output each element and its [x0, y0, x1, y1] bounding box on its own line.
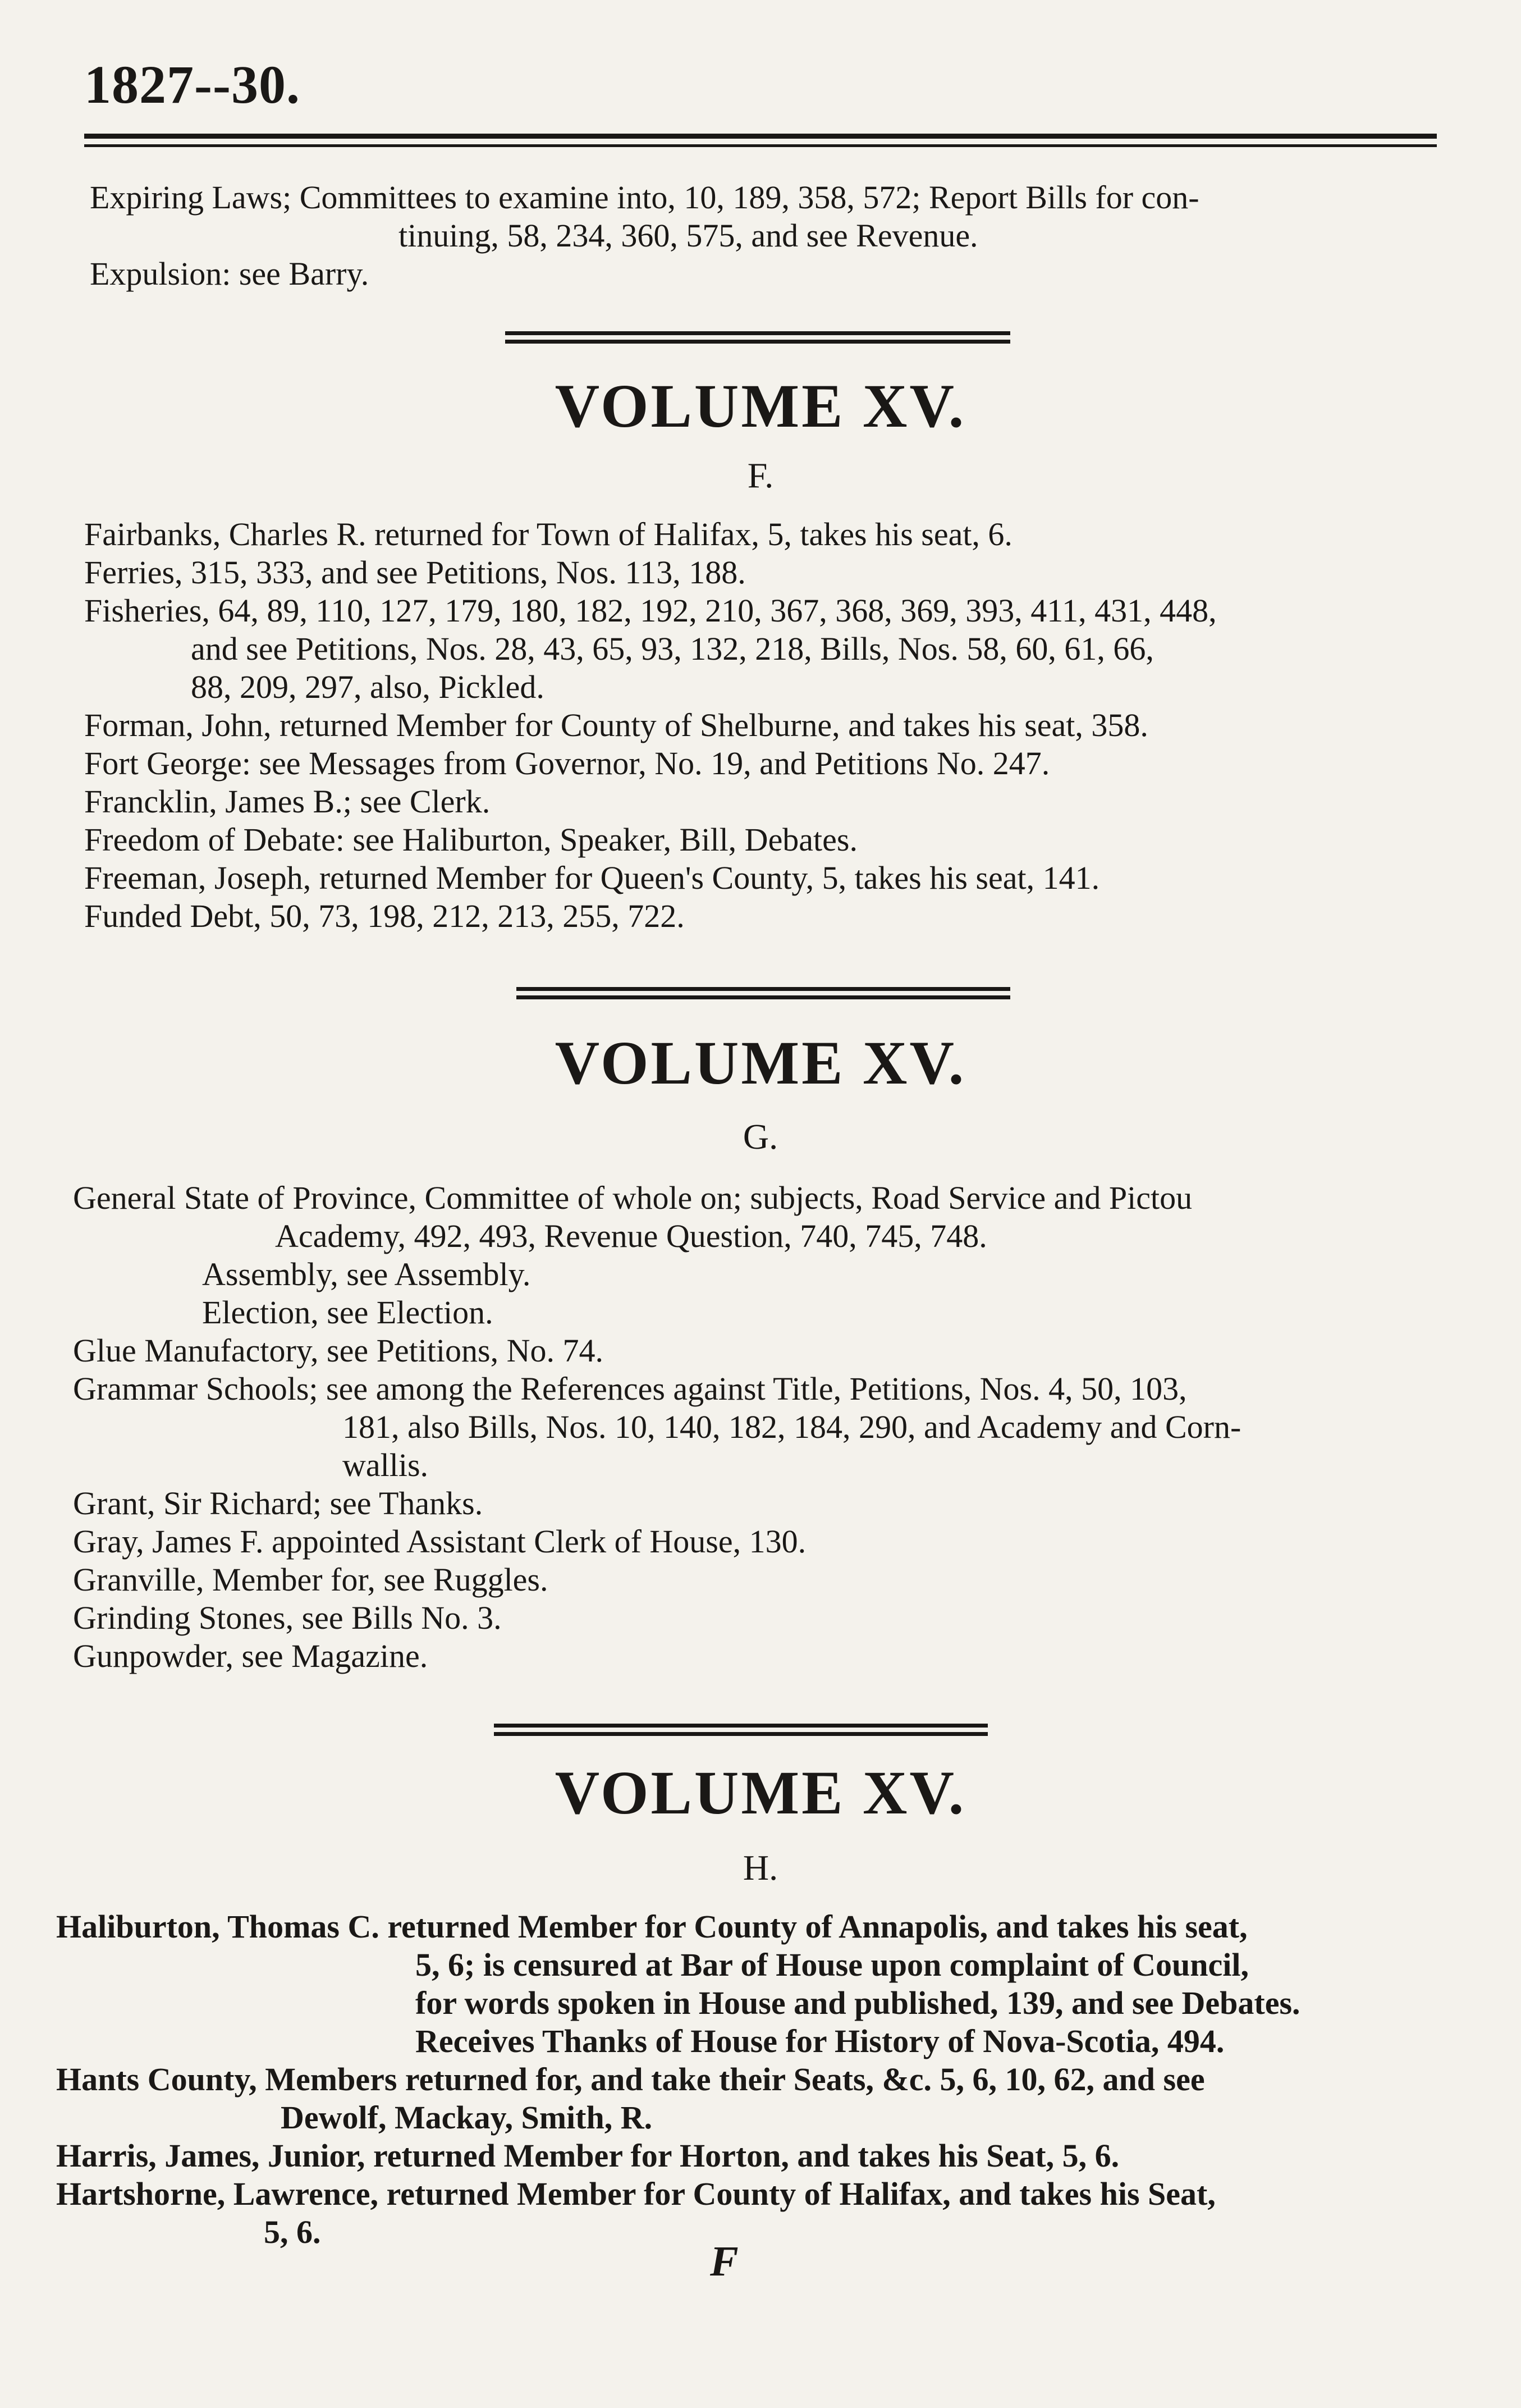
- entry-line: Freedom of Debate: see Haliburton, Speaker, Bill, Debates.: [84, 821, 858, 858]
- entry-line: wallis.: [342, 1447, 429, 1483]
- entry-line: Grant, Sir Richard; see Thanks.: [73, 1485, 483, 1521]
- entry-line: Expulsion: see Barry.: [90, 255, 369, 292]
- entry-line: Election, see Election.: [202, 1294, 493, 1331]
- entry-line: Ferries, 315, 333, and see Petitions, Nos. 113, 188.: [84, 554, 746, 591]
- entry-line: Dewolf, Mackay, Smith, R.: [281, 2099, 653, 2136]
- entry-line: Gunpowder, see Magazine.: [73, 1638, 428, 1674]
- entry-line: Fairbanks, Charles R. returned for Town of Halifax, 5, takes his seat, 6.: [84, 516, 1013, 552]
- running-head: 1827--30.: [84, 54, 300, 115]
- entry-line: and see Petitions, Nos. 28, 43, 65, 93, 132, 218, Bills, Nos. 58, 60, 61, 66,: [191, 630, 1154, 667]
- entry-line: Assembly, see Assembly.: [202, 1256, 531, 1292]
- header-rule: [84, 134, 1437, 147]
- entry-line: Fisheries, 64, 89, 110, 127, 179, 180, 182, 192, 210, 367, 368, 369, 393, 411, 431, 448,: [84, 592, 1217, 629]
- entry-line: Glue Manufactory, see Petitions, No. 74.: [73, 1332, 603, 1369]
- entry-line: Funded Debt, 50, 73, 198, 212, 213, 255, 722.: [84, 898, 685, 934]
- section-divider-rule: [505, 331, 1010, 344]
- entry-line: Grammar Schools; see among the References against Title, Petitions, Nos. 4, 50, 103,: [73, 1370, 1187, 1407]
- entry-line: Hants County, Members returned for, and take their Seats, &c. 5, 6, 10, 62, and see: [56, 2061, 1205, 2098]
- entry-line: Gray, James F. appointed Assistant Clerk of House, 130.: [73, 1523, 807, 1560]
- entry-line: 88, 209, 297, also, Pickled.: [191, 669, 544, 705]
- entry-line: Granville, Member for, see Ruggles.: [73, 1561, 548, 1598]
- entry-line: Academy, 492, 493, Revenue Question, 740, 745, 748.: [275, 1218, 987, 1254]
- entry-line: Receives Thanks of House for History of Nova-Scotia, 494.: [415, 2023, 1225, 2059]
- section-divider-rule: [494, 1724, 988, 1736]
- entry-line: Hartshorne, Lawrence, returned Member for County of Halifax, and takes his Seat,: [56, 2176, 1216, 2212]
- entry-line: 181, also Bills, Nos. 10, 140, 182, 184, 290, and Academy and Corn-: [342, 1409, 1241, 1445]
- section-divider-rule: [516, 987, 1010, 999]
- signature-mark: F: [710, 2238, 739, 2285]
- section-f-heading: VOLUME XV.: [555, 372, 966, 440]
- section-g-heading: VOLUME XV.: [555, 1029, 966, 1097]
- section-h-letter: H.: [743, 1848, 778, 1888]
- entry-line: tinuing, 58, 234, 360, 575, and see Revenue.: [398, 217, 978, 254]
- section-f-letter: F.: [747, 455, 774, 495]
- entry-line: Grinding Stones, see Bills No. 3.: [73, 1600, 502, 1636]
- entry-line: General State of Province, Committee of whole on; subjects, Road Service and Pictou: [73, 1180, 1193, 1216]
- section-h-heading: VOLUME XV.: [555, 1758, 966, 1827]
- entry-line: Forman, John, returned Member for County of Shelburne, and takes his seat, 358.: [84, 707, 1148, 743]
- entry-line: Expiring Laws; Committees to examine into, 10, 189, 358, 572; Report Bills for con-: [90, 179, 1199, 216]
- entry-line: Fort George: see Messages from Governor, No. 19, and Petitions No. 247.: [84, 745, 1050, 782]
- entry-line: 5, 6.: [264, 2214, 321, 2250]
- entry-line: Harris, James, Junior, returned Member for Horton, and takes his Seat, 5, 6.: [56, 2137, 1120, 2174]
- entry-line: Freeman, Joseph, returned Member for Queen's County, 5, takes his seat, 141.: [84, 860, 1100, 896]
- section-g-letter: G.: [743, 1117, 778, 1157]
- entry-line: for words spoken in House and published, 139, and see Debates.: [415, 1985, 1300, 2021]
- entry-line: Haliburton, Thomas C. returned Member for County of Annapolis, and takes his seat,: [56, 1908, 1248, 1945]
- entry-line: 5, 6; is censured at Bar of House upon complaint of Council,: [415, 1946, 1249, 1983]
- entry-line: Francklin, James B.; see Clerk.: [84, 783, 491, 820]
